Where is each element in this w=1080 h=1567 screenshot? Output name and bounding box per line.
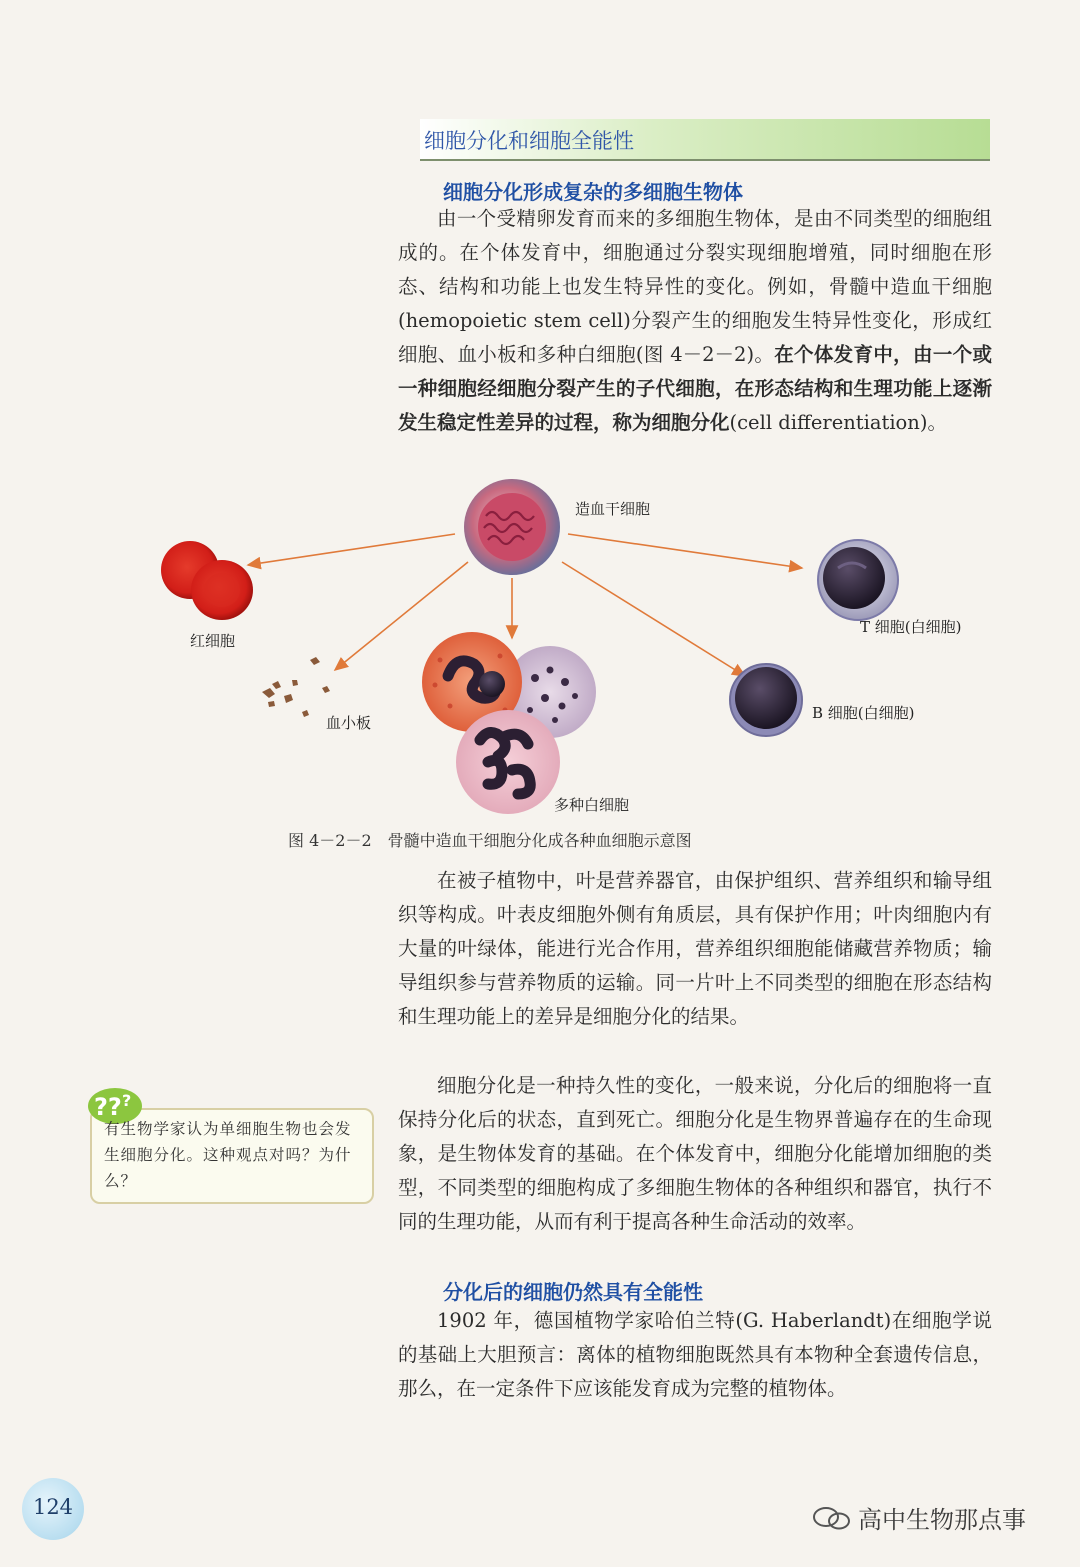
blood-cell-diagram bbox=[150, 470, 1010, 820]
b-cell-icon bbox=[730, 664, 802, 736]
platelet-icon bbox=[262, 657, 330, 717]
watermark-text: 高中生物那点事 bbox=[858, 1506, 1026, 1534]
question-box bbox=[90, 1091, 374, 1204]
stem-cell-icon bbox=[464, 479, 560, 575]
section-title: 细胞分化和细胞全能性 bbox=[424, 129, 634, 153]
paragraph-intro-tail: (cell differentiation)。 bbox=[729, 411, 947, 434]
label-b-cell: B 细胞(白细胞) bbox=[812, 704, 915, 722]
paragraph-intro-text: 由一个受精卵发育而来的多细胞生物体，是由不同类型的细胞组成的。在个体发育中，细胞通过分裂实现细胞增殖，同时细胞在形态、结构和功能上也发生特异性的变化。例如，骨髓中造血干细胞(hemopoietic stem cell)分裂产生的细胞发生特异性变化，形成红细胞、血小板和多种白细胞(图 4－2－2)。 bbox=[398, 207, 992, 366]
subheading-differentiation: 细胞分化形成复杂的多细胞生物体 bbox=[443, 180, 743, 204]
white-blood-cells-icon bbox=[422, 632, 596, 814]
label-stem-cell: 造血干细胞 bbox=[575, 500, 651, 518]
paragraph-intro bbox=[398, 202, 992, 440]
svg-text:?: ? bbox=[122, 1091, 132, 1110]
blood-cell-figure bbox=[150, 470, 1010, 820]
question-text: 有生物学家认为单细胞生物也会发生细胞分化。这种观点对吗？为什么？ bbox=[104, 1120, 352, 1190]
t-cell-icon bbox=[818, 540, 898, 620]
figure-caption: 图 4－2－2 骨髓中造血干细胞分化成各种血细胞示意图 bbox=[288, 831, 692, 850]
red-blood-cell-icon bbox=[161, 541, 253, 620]
svg-text:??: ?? bbox=[94, 1093, 122, 1121]
paragraph-haberlandt: 1902 年，德国植物学家哈伯兰特(G. Haberlandt)在细胞学说的基础上大胆预言：离体的植物细胞既然具有本物种全套遗传信息，那么，在一定条件下应该能发育成为完整的植物体。 bbox=[398, 1309, 992, 1400]
paragraph-persistence: 细胞分化是一种持久性的变化，一般来说，分化后的细胞将一直保持分化后的状态，直到死亡。细胞分化是生物界普遍存在的生命现象，是生物体发育的基础。在个体发育中，细胞分化能增加细胞的类型，不同类型的细胞构成了多细胞生物体的各种组织和器官，执行不同的生理功能，从而有利于提高各种生命活动的效率。 bbox=[398, 1074, 992, 1233]
paragraph-leaf: 在被子植物中，叶是营养器官，由保护组织、营养组织和输导组织等构成。叶表皮细胞外侧有角质层，具有保护作用；叶肉细胞内有大量的叶绿体，能进行光合作用，营养组织细胞能储藏营养物质；输导组织参与营养物质的运输。同一片叶上不同类型的细胞在形态结构和生理功能上的差异是细胞分化的结果。 bbox=[398, 869, 992, 1028]
wechat-icon bbox=[812, 1505, 852, 1531]
label-red-blood-cell: 红细胞 bbox=[190, 632, 236, 650]
page-number: 124 bbox=[32, 1495, 74, 1519]
label-t-cell: T 细胞(白细胞) bbox=[860, 618, 962, 636]
section-title-bar bbox=[420, 119, 990, 161]
subheading-totipotency: 分化后的细胞仍然具有全能性 bbox=[443, 1280, 703, 1304]
label-platelet: 血小板 bbox=[326, 714, 372, 732]
page-number-badge bbox=[22, 1478, 84, 1540]
label-white-blood-cells: 多种白细胞 bbox=[554, 796, 630, 814]
definition-bold: 在个体发育中，由一个或一种细胞经细胞分裂产生的子代细胞，在形态结构和生理功能上逐渐发生稳定性差异的过程，称为细胞分化 bbox=[398, 343, 992, 434]
